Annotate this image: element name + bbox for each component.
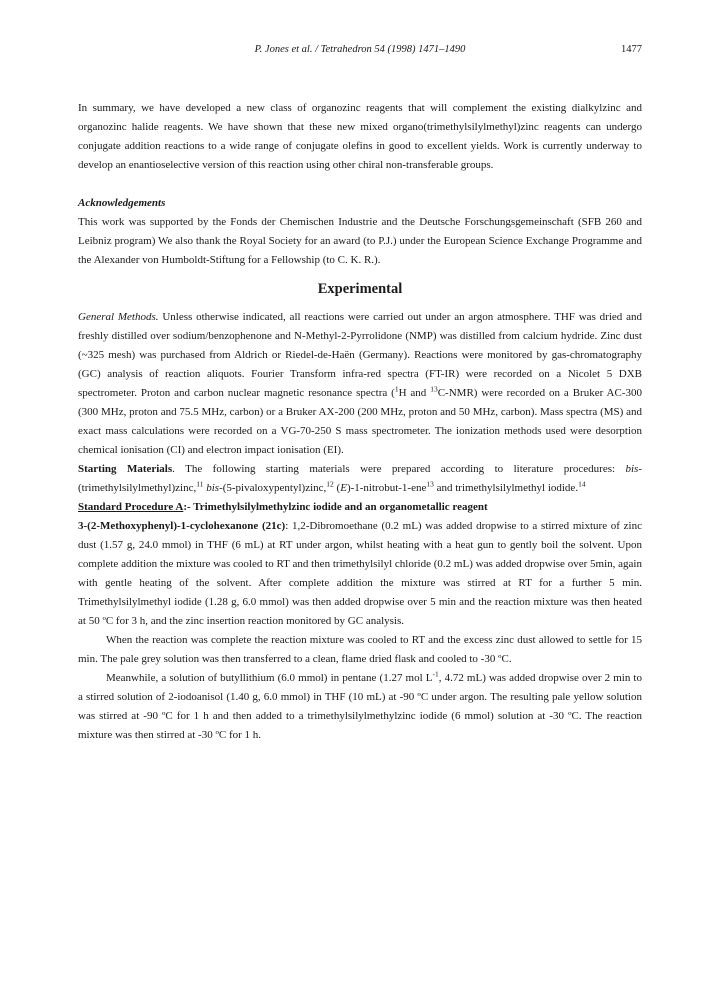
experimental-heading: Experimental bbox=[317, 281, 403, 297]
acknowledgements-heading: Acknowledgements bbox=[78, 197, 166, 209]
procedure-a-label: Standard Procedure A bbox=[78, 501, 184, 513]
procedure-a-paragraph-3: Meanwhile, a solution of butyllithium (6.0 mmol) in pentane (1.27 mol $L^{-1}$, 4.72 mL) was added dropwise over 2 min to a stirred solution of 2-iodoanisol (1.40 g, 6.0 mmol) in THF (10 mL) at -90 ºC under argon. The resulting pale yellow solution was stirred at -90 ºC for 1 h and then added to a trimethylsilylmethylzinc iodide (6 mmol) solution at -30 ºC. The reaction mixture was then stirred at -30 ºC for 1 h. bbox=[78, 669, 642, 741]
compound-label: 3-(2-Methoxyphenyl)-1-cyclohexanone (21c) bbox=[78, 520, 286, 532]
procedure-a-heading bbox=[78, 498, 642, 517]
general-methods-paragraph: General Methods. Unless otherwise indicated, all reactions were carried out under an argon atmosphere. THF was dried and freshly distilled over sodium/benzophenone and N-Methyl-2-Pyrrolidone (NMP) was distilled from calcium hydride. Zinc dust (~325 mesh) was purchased from Aldrich or Riedel-de-Haën (Germany). Reactions were monitored by gas-chromatography (GC) analysis of reaction aliquots. Fourier Transform infra-red spectra (FT-IR) were recorded on a Nicolet 5 DXB spectrometer. Proton and carbon nuclear magnetic resonance spectra ($^1$H and $^{13}$C-NMR) were recorded on a Bruker AC-300 (300 MHz, proton and 75.5 MHz, carbon) or a Bruker AX-200 (200 MHz, proton and 50 MHz, carbon). Mass spectra (MS) and exact mass calculations were recorded on a VG-70-250 S mass spectrometer. The ionization methods used were desorption chemical ionisation (CI) and electron impact ionisation (EI). bbox=[78, 311, 642, 456]
starting-materials-paragraph: Starting Materials. The following starting materials were prepared according to literature procedures: bis-(trimethylsilylmethyl)zinc,$^{11}$ bis-(5-pivaloxypentyl)zinc,$^{12}$ (E)-1-nitrobut-1-ene$^{13}$ and trimethylsilylmethyl iodide.$^{14}$ bbox=[78, 463, 643, 494]
procedure-a-paragraph-2: When the reaction was complete the reaction mixture was cooled to RT and the excess zinc dust allowed to settle for 15 min. The pale grey solution was then transferred to a clean, flame dried flask and cooled to -30 ºC. bbox=[78, 634, 642, 665]
acknowledgements-paragraph: This work was supported by the Fonds der Chemischen Industrie and the Deutsche Forschungsgemeinschaft (SFB 260 and Leibniz program) We also thank the Royal Society for an award (to P.J.) under the European Science Exchange Programme and the Alexander von Humboldt-Stiftung for a Fellowship (to C. K. R.). bbox=[78, 216, 642, 266]
reference-14: 14 bbox=[578, 479, 586, 489]
reference-12: 12 bbox=[326, 479, 334, 489]
running-header bbox=[78, 44, 642, 60]
summary-paragraph: In summary, we have developed a new class of organozinc reagents that will complement the existing dialkylzinc and organozinc halide reagents. We have shown that these new mixed organo(trimethylsilylmethyl)zinc reagents can undergo conjugate addition reactions to a wide range of conjugate olefins in good to excellent yields. Work is currently underway to develop an enantioselective version of this reaction using other chiral non-transferable groups. bbox=[78, 102, 642, 171]
starting-materials-label: Starting Materials bbox=[78, 463, 173, 475]
procedure-a-paragraph-1: 3-(2-Methoxyphenyl)-1-cyclohexanone (21c): 1,2-Dibromoethane (0.2 mL) was added dropwise to a stirred mixture of zinc dust (1.57 g, 24.0 mmol) in THF (6 mL) at RT under argon, whilst heating with a heat gun to gently boil the solvent. Upon complete addition the mixture was cooled to RT and then trimethylsilyl chloride (0.2 mL) was added dropwise over 5min, again with gentle heating of the solvent. After complete addition the mixture was stirred at RT for a further 5 min. Trimethylsilylmethyl iodide (1.28 g, 6.0 mmol) was then added dropwise over 5 min and the reaction mixture was then heated at 50 ºC for 3 h, and the zinc insertion reaction monitored by GC analysis. bbox=[78, 520, 642, 627]
article-body bbox=[78, 99, 642, 745]
reference-13: 13 bbox=[426, 479, 434, 489]
running-title: P. Jones et al. / Tetrahedron 54 (1998) 1471–1490 bbox=[254, 44, 466, 55]
reference-11: 11 bbox=[196, 479, 204, 489]
general-methods-label: General Methods. bbox=[78, 311, 159, 323]
procedure-a-title: :- Trimethylsilylmethylzinc iodide and an organometallic reagent bbox=[183, 501, 488, 513]
page-number: 1477 bbox=[621, 44, 642, 55]
